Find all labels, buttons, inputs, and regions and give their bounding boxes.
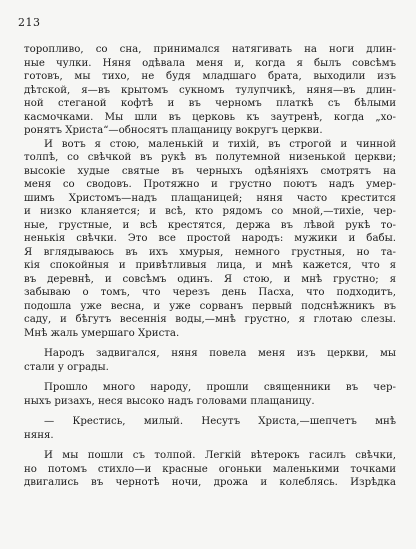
- text-line: шимъ Христомъ—надъ плащаницей; няня часто крестится: [24, 192, 396, 204]
- text-line: торопливо, со сна, принимался натягивать на ноги длин-: [24, 44, 396, 55]
- text-line: забываю о томъ, что черезъ день Пасха, что подходитъ,: [24, 287, 396, 298]
- text-line: — Крестись, милый. Несутъ Христа,—шепчетъ мнѣ: [44, 416, 396, 427]
- text-line: няня.: [24, 429, 54, 441]
- text-line: дѣтской, я—въ крытомъ сукномъ тулупчикѣ, няня—въ длин-: [24, 84, 396, 96]
- paragraph: [24, 415, 396, 442]
- text-line: ные чулки. Няня одѣвала меня и, когда я былъ совсѣмъ: [24, 57, 396, 69]
- text-line: ронятъ Христа“—обносятъ плащаницу вокругъ церкви.: [24, 125, 323, 136]
- text-line: ненькія свѣчки. Это все простой народъ: мужики и бабы.: [24, 233, 396, 244]
- text-line: высокіе худые святые въ черныхъ одѣяніяхъ смотрятъ на: [24, 165, 396, 177]
- text-line: И вотъ я стою, маленькій и тихій, въ строгой и чинной: [44, 138, 396, 150]
- paragraph-gap: [24, 408, 396, 415]
- text-line: И мы пошли съ толпой. Легкій вѣтерокъ гасилъ свѣчки,: [44, 450, 396, 461]
- paragraph: [24, 347, 396, 374]
- text-line: кія спокойныя и привѣтливыя лица, и мнѣ кажется, что я: [24, 260, 396, 271]
- text-line: подошла уже весна, и уже сорванъ первый подснѣжникъ въ: [24, 300, 396, 312]
- text-line: касмочками. Мы шли въ церковь къ заутренѣ, когда „хо-: [24, 111, 396, 123]
- text-line: стали у ограды.: [24, 361, 109, 373]
- text-line: ные, грустные, и всѣ крестятся, держа въ лѣвой рукѣ то-: [24, 219, 396, 231]
- text-line: ной стеганой кофтѣ и въ черномъ платкѣ съ бѣлыми: [24, 98, 396, 109]
- text-line: и низко кланяется; и всѣ, кто рядомъ со мной,—тихіе, чер-: [24, 206, 396, 217]
- paragraph: [24, 138, 396, 341]
- paragraph-gap: [24, 442, 396, 449]
- text-line: ныхъ ризахъ, неся высоко надъ головами плащаницу.: [24, 395, 315, 407]
- paragraph-gap: [24, 374, 396, 381]
- text-line: саду, и бѣгутъ весеннія воды,—мнѣ грустно, я глотаю слезы.: [24, 314, 396, 325]
- body-text: [24, 43, 396, 490]
- text-line: меня со сводовъ. Протяжно и грустно поютъ надъ умер-: [24, 179, 396, 190]
- text-line: Я вглядываюсь въ ихъ хмурыя, немного грустныя, но та-: [24, 246, 396, 258]
- paragraph: [24, 449, 396, 490]
- paragraph: [24, 43, 396, 138]
- text-line: готовъ, мы тихо, не будя младшаго брата, выходили изъ: [24, 71, 396, 82]
- paragraph: [24, 381, 396, 408]
- text-line: толпѣ, со свѣчкой въ рукѣ въ полутемной низенькой церкви;: [24, 152, 396, 163]
- text-line: Народъ задвигался, няня повела меня изъ церкви, мы: [44, 348, 396, 359]
- text-line: Прошло много народу, прошли священники въ чер-: [44, 382, 396, 393]
- text-line: Мнѣ жаль умершаго Христа.: [24, 327, 180, 339]
- paragraph-gap: [24, 340, 396, 347]
- text-line: двигались въ чернотѣ ночи, дрожа и колеблясь. Изрѣдка: [24, 477, 396, 488]
- page-number: 213: [18, 16, 41, 29]
- text-line: въ деревнѣ, и совсѣмъ одинъ. Я стою, и мнѣ грустно; я: [24, 273, 396, 285]
- text-line: но потомъ стихло—и красные огоньки маленькими точками: [24, 463, 396, 475]
